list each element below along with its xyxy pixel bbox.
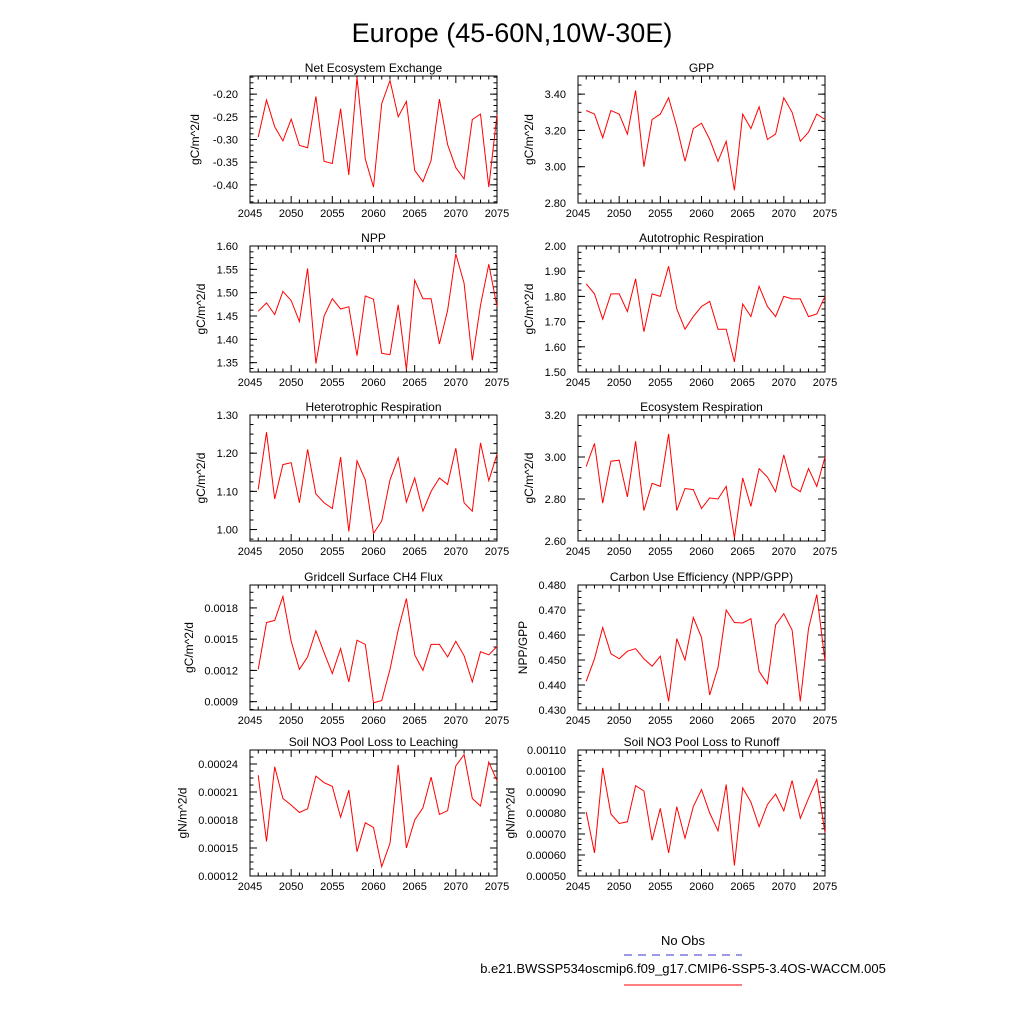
x-tick-label: 2075 [484, 208, 510, 220]
x-tick-label: 2065 [402, 377, 427, 389]
y-tick-label: -0.25 [212, 111, 238, 124]
x-tick-label: 2075 [812, 208, 838, 220]
y-tick-label: 0.0018 [204, 602, 238, 615]
x-tick-label: 2075 [484, 715, 510, 727]
y-tick-label: 1.55 [216, 264, 238, 277]
y-tick-label: 0.00021 [198, 787, 238, 799]
x-tick-label: 2060 [361, 546, 386, 558]
x-tick-label: 2045 [237, 881, 263, 893]
x-tick-label: 2065 [402, 715, 427, 727]
x-tick-label: 2055 [648, 715, 673, 727]
y-tick-label: 2.80 [544, 198, 566, 210]
panel-autotrophic-respiration [522, 231, 837, 389]
x-tick-label: 2045 [565, 208, 591, 220]
panel-soil-no3-pool-loss-to-leaching [176, 735, 510, 893]
y-tick-label: 0.00018 [198, 815, 238, 827]
x-tick-label: 2050 [278, 881, 304, 893]
y-tick-label: 0.00080 [526, 808, 566, 820]
x-tick-label: 2050 [278, 377, 304, 389]
panel-heterotrophic-respiration [194, 400, 509, 558]
series-line [586, 91, 825, 191]
series-line [586, 768, 825, 866]
y-tick-label: 3.00 [544, 452, 566, 464]
x-tick-label: 2065 [730, 715, 755, 727]
x-tick-label: 2050 [278, 208, 304, 220]
y-tick-label: 0.00100 [526, 766, 566, 778]
panels [176, 61, 838, 893]
panel-title: Autotrophic Respiration [639, 231, 764, 245]
series-line [258, 432, 497, 533]
series-line [586, 434, 825, 538]
x-tick-label: 2060 [361, 881, 386, 893]
y-tick-label: 1.10 [216, 486, 238, 499]
y-tick-label: 3.20 [544, 125, 566, 138]
series-line [258, 755, 497, 867]
x-tick-label: 2055 [648, 546, 673, 558]
panel-title: Gridcell Surface CH4 Flux [304, 570, 443, 584]
y-axis-label: gC/m^2/d [522, 114, 537, 165]
series-line [258, 254, 497, 370]
series-line [258, 77, 497, 187]
y-tick-label: 1.20 [216, 448, 238, 461]
legend-obs-label: No Obs [660, 933, 706, 948]
panel-title: Carbon Use Efficiency (NPP/GPP) [609, 570, 794, 584]
x-tick-label: 2050 [278, 715, 304, 727]
x-tick-label: 2050 [606, 377, 632, 389]
x-tick-label: 2070 [443, 715, 469, 727]
legend-model-label: b.e21.BWSSP534oscmip6.f09_g17.CMIP6-SSP5-3.4OS-WACCM.005 [480, 961, 886, 976]
x-tick-label: 2070 [443, 881, 469, 893]
y-tick-label: 3.00 [544, 161, 566, 174]
y-axis-label: gC/m^2/d [194, 452, 209, 504]
x-tick-label: 2065 [730, 377, 755, 389]
x-tick-label: 2070 [771, 546, 797, 558]
y-tick-label: -0.30 [212, 134, 238, 147]
series-line [586, 595, 825, 702]
y-tick-label: 2.00 [544, 241, 566, 253]
x-tick-label: 2045 [237, 546, 263, 558]
y-tick-label: 2.80 [544, 494, 566, 506]
x-tick-label: 2050 [606, 715, 632, 727]
x-tick-label: 2075 [812, 715, 838, 727]
x-tick-label: 2050 [278, 546, 304, 558]
x-tick-label: 2075 [812, 377, 838, 389]
x-tick-label: 2050 [606, 546, 632, 558]
series-line [586, 266, 825, 362]
x-tick-label: 2060 [361, 715, 386, 727]
x-tick-label: 2070 [443, 377, 469, 389]
y-tick-label: 0.00090 [526, 787, 566, 799]
x-tick-label: 2060 [689, 377, 714, 389]
series-line [258, 597, 497, 703]
x-tick-label: 2055 [320, 715, 345, 727]
panel-gpp [522, 61, 837, 220]
x-tick-label: 2055 [320, 881, 345, 893]
legend [480, 933, 886, 985]
x-tick-label: 2045 [237, 208, 263, 220]
y-tick-label: 0.00050 [526, 871, 566, 883]
y-tick-label: 1.35 [216, 357, 238, 370]
plot-frame [578, 76, 825, 203]
x-tick-label: 2070 [771, 377, 797, 389]
plot-frame [578, 585, 825, 710]
y-tick-label: 0.00015 [198, 843, 238, 855]
panel-title: Soil NO3 Pool Loss to Runoff [623, 735, 780, 749]
y-tick-label: 0.00110 [527, 745, 566, 757]
plot-frame [578, 415, 825, 541]
x-tick-label: 2075 [484, 377, 510, 389]
x-tick-label: 2065 [402, 546, 427, 558]
y-tick-label: 1.40 [216, 334, 238, 347]
x-tick-label: 2060 [689, 881, 714, 893]
y-tick-label: 0.00012 [198, 871, 238, 883]
y-tick-label: -0.20 [212, 89, 238, 102]
panel-title: Net Ecosystem Exchange [304, 61, 443, 75]
y-axis-label: gC/m^2/d [522, 283, 537, 335]
y-tick-label: 0.0009 [204, 696, 238, 709]
panel-title: Ecosystem Respiration [640, 400, 763, 414]
y-tick-label: 2.60 [544, 536, 566, 548]
y-tick-label: 1.00 [216, 524, 238, 537]
x-tick-label: 2060 [689, 546, 714, 558]
x-tick-label: 2050 [606, 208, 632, 220]
x-tick-label: 2065 [730, 546, 755, 558]
y-axis-label: gC/m^2/d [188, 114, 202, 165]
y-axis-label: NPP/GPP [516, 620, 530, 675]
plot-frame [578, 246, 825, 372]
y-axis-label: gC/m^2/d [522, 452, 537, 504]
x-tick-label: 2045 [237, 377, 263, 389]
panel-soil-no3-pool-loss-to-runoff [504, 735, 838, 893]
y-axis-label: gN/m^2/d [503, 787, 518, 839]
x-tick-label: 2050 [606, 881, 632, 893]
x-tick-label: 2055 [648, 881, 673, 893]
y-tick-label: 1.30 [216, 410, 238, 422]
x-tick-label: 2070 [771, 881, 797, 893]
panel-gridcell-surface-ch4-flux [182, 570, 509, 727]
figure-title: Europe (45-60N,10W-30E) [351, 18, 673, 48]
y-tick-label: -0.35 [212, 157, 238, 170]
x-tick-label: 2075 [484, 881, 510, 893]
y-tick-label: 1.60 [216, 241, 238, 253]
y-tick-label: 0.450 [538, 655, 566, 667]
y-tick-label: 3.40 [544, 89, 566, 102]
x-tick-label: 2055 [648, 377, 673, 389]
x-tick-label: 2075 [484, 546, 510, 558]
x-tick-label: 2060 [689, 208, 714, 220]
x-tick-label: 2065 [402, 208, 427, 220]
panel-ecosystem-respiration [522, 400, 837, 558]
y-axis-label: gC/m^2/d [194, 283, 209, 335]
y-tick-label: 0.00070 [526, 829, 566, 841]
x-tick-label: 2045 [237, 715, 263, 727]
y-tick-label: 3.20 [544, 410, 566, 422]
panel-title: NPP [361, 231, 386, 245]
y-tick-label: 1.50 [544, 367, 566, 379]
x-tick-label: 2055 [648, 208, 673, 220]
y-tick-label: 0.480 [538, 580, 566, 592]
x-tick-label: 2075 [812, 546, 838, 558]
x-tick-label: 2070 [771, 715, 797, 727]
y-axis-label: gC/m^2/d [181, 622, 196, 673]
y-tick-label: 0.00024 [198, 759, 238, 771]
y-tick-label: 0.00060 [526, 850, 566, 862]
panel-carbon-use-efficiency-npp-gpp [516, 570, 837, 727]
x-tick-label: 2060 [689, 715, 714, 727]
x-tick-label: 2060 [361, 208, 386, 220]
x-tick-label: 2070 [443, 546, 469, 558]
y-tick-label: 0.0012 [204, 665, 238, 678]
plot-frame [250, 750, 497, 876]
y-axis-label: gN/m^2/d [175, 787, 190, 839]
y-tick-label: 1.80 [544, 291, 566, 304]
x-tick-label: 2060 [361, 377, 386, 389]
x-tick-label: 2075 [812, 881, 838, 893]
y-tick-label: 0.430 [538, 705, 566, 717]
y-tick-label: -0.40 [212, 179, 238, 192]
panel-title: Soil NO3 Pool Loss to Leaching [288, 735, 459, 749]
x-tick-label: 2065 [402, 881, 427, 893]
y-tick-label: 0.470 [538, 605, 566, 617]
y-tick-label: 1.90 [544, 266, 566, 279]
y-tick-label: 1.50 [216, 287, 238, 300]
panel-net-ecosystem-exchange [188, 61, 509, 220]
plot-frame [250, 585, 497, 710]
y-tick-label: 0.460 [538, 630, 566, 642]
y-tick-label: 0.0015 [204, 634, 238, 647]
x-tick-label: 2045 [565, 377, 591, 389]
x-tick-label: 2070 [443, 208, 469, 220]
x-tick-label: 2045 [565, 546, 591, 558]
x-tick-label: 2045 [565, 881, 591, 893]
x-tick-label: 2065 [730, 208, 755, 220]
y-tick-label: 0.440 [538, 680, 566, 692]
y-tick-label: 1.60 [544, 341, 566, 354]
x-tick-label: 2065 [730, 881, 755, 893]
plot-frame [578, 750, 825, 876]
x-tick-label: 2055 [320, 208, 345, 220]
panel-npp [194, 231, 509, 389]
x-tick-label: 2055 [320, 377, 345, 389]
y-tick-label: 1.45 [216, 311, 238, 323]
y-tick-label: 1.70 [544, 316, 566, 329]
plot-frame [250, 246, 497, 372]
x-tick-label: 2045 [565, 715, 591, 727]
x-tick-label: 2055 [320, 546, 345, 558]
panel-title: GPP [688, 61, 715, 75]
x-tick-label: 2070 [771, 208, 797, 220]
panel-title: Heterotrophic Respiration [305, 400, 442, 414]
